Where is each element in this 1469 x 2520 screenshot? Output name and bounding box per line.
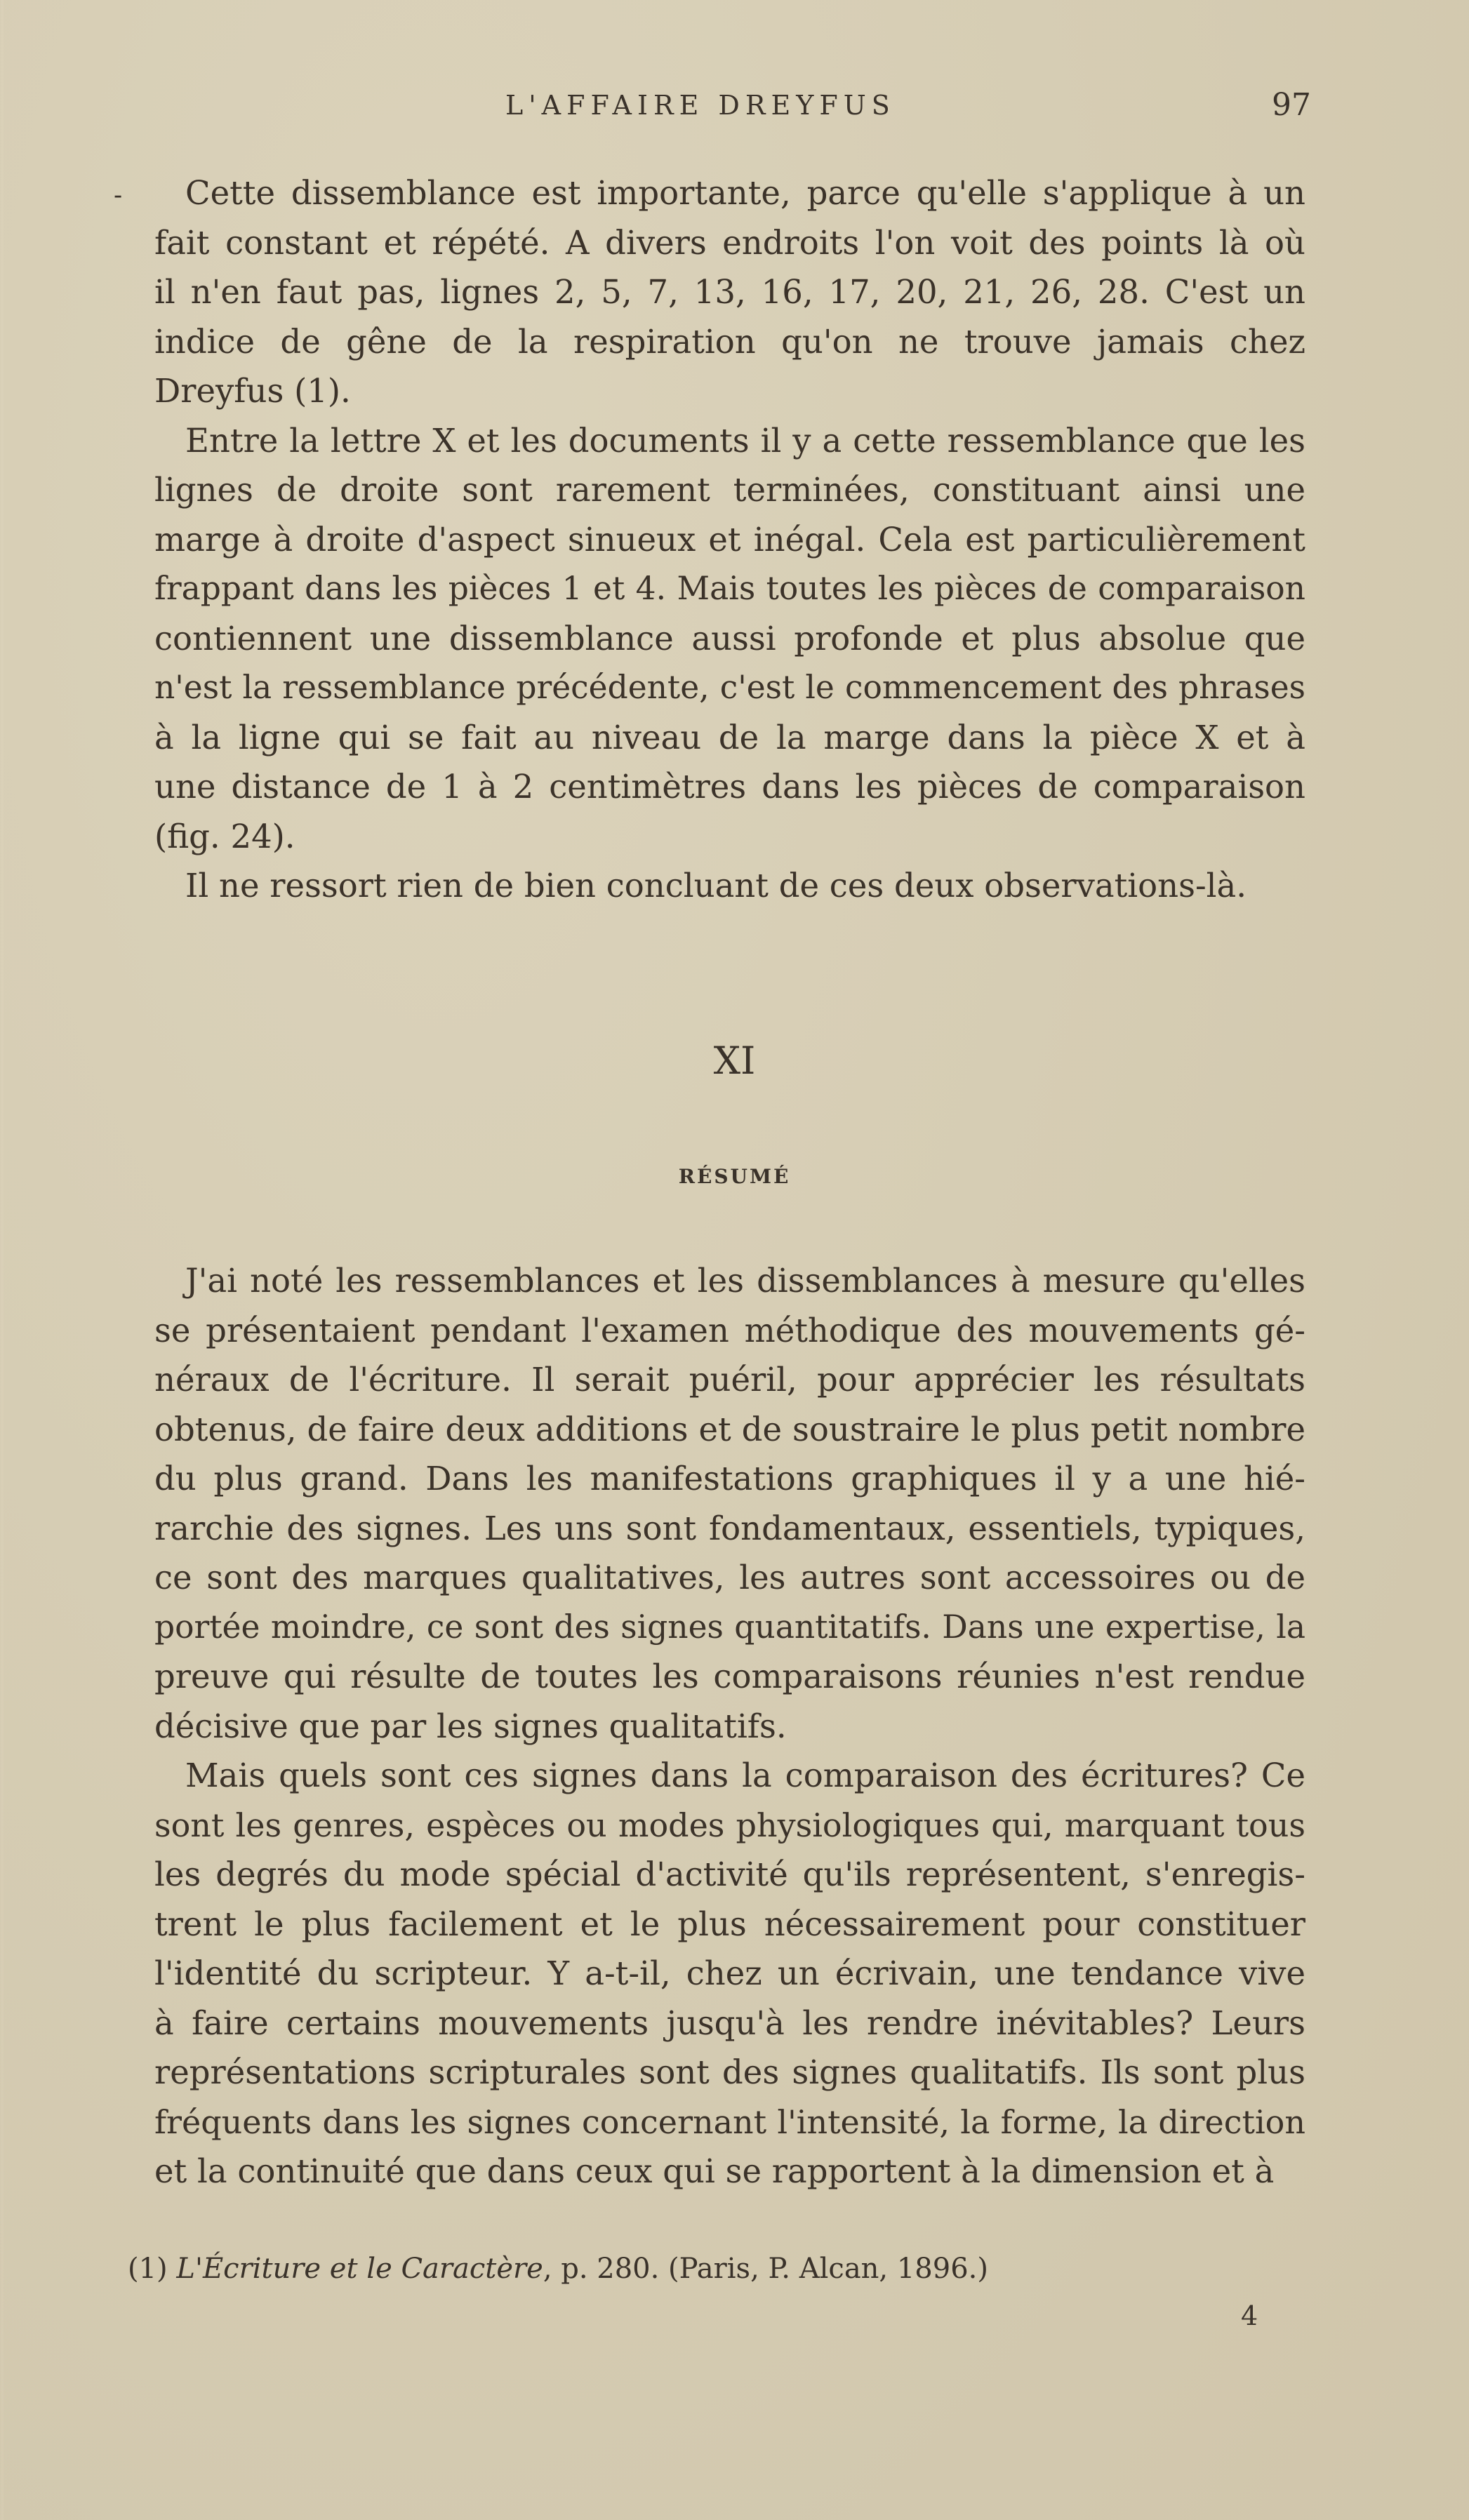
running-title: L'AFFAIRE DREYFUS <box>505 90 896 121</box>
text-line: il n'en faut pas, lignes 2, 5, 7, 13, 16, 17, 20, 21, 26, 28. C'est un <box>154 273 1305 311</box>
text-line: indice de gêne de la respiration qu'on ne trouve jamais chez <box>154 322 1305 361</box>
paragraph <box>154 168 1305 416</box>
stray-mark: - <box>114 181 123 210</box>
text-line: néraux de l'écriture. Il serait puéril, pour apprécier les résultats <box>154 1361 1305 1399</box>
text-line: l'identité du scripteur. Y a-t-il, chez un écrivain, une tendance vive <box>154 1954 1305 1992</box>
text-line: les degrés du mode spécial d'activité qu'ils représentent, s'enregis- <box>154 1855 1305 1893</box>
footnote-citation: , p. 280. (Paris, P. Alcan, 1896.) <box>543 2253 988 2285</box>
paragraph <box>154 416 1305 862</box>
text-line: (fig. 24). <box>154 817 295 855</box>
paragraph <box>154 1751 1305 2196</box>
text-line: se présentaient pendant l'examen méthodique des mouvements gé- <box>154 1311 1305 1349</box>
text-line: n'est la ressemblance précédente, c'est le commencement des phrases <box>154 669 1305 706</box>
text-line: rarchie des signes. Les uns sont fondamentaux, essentiels, typiques, <box>154 1509 1305 1547</box>
text-line: représentations scripturales sont des signes qualitatifs. Ils sont plus <box>154 2053 1305 2091</box>
text-line: à la ligne qui se fait au niveau de la marge dans la pièce X et à <box>154 718 1305 756</box>
text-line: Cette dissemblance est importante, parce qu'elle s'applique à un <box>185 174 1305 212</box>
text-line: Mais quels sont ces signes dans la comparaison des écritures? Ce <box>185 1756 1305 1794</box>
text-line: marge à droite d'aspect sinueux et inégal. Cela est particulièrement <box>154 520 1305 559</box>
text-line: trent le plus facilement et le plus nécessairement pour constituer <box>154 1905 1305 1943</box>
text-line: contiennent une dissemblance aussi profonde et plus absolue que <box>154 619 1305 658</box>
text-line: Entre la lettre X et les documents il y a cette ressemblance que les <box>185 421 1305 460</box>
text-line: portée moindre, ce sont des signes quantitatifs. Dans une expertise, la <box>154 1608 1305 1646</box>
text-line: une distance de 1 à 2 centimètres dans les pièces de comparaison <box>154 768 1305 806</box>
section-2-body <box>154 1256 1305 2196</box>
text-line: lignes de droite sont rarement terminées, constituant ainsi une <box>154 471 1305 509</box>
footnote <box>128 2253 988 2285</box>
text-line: et la continuité que dans ceux qui se rapportent à la dimension et à <box>154 2152 1275 2190</box>
running-head <box>0 84 1469 126</box>
text-line: sont les genres, espèces ou modes physiologiques qui, marquant tous <box>154 1806 1305 1844</box>
text-line: Dreyfus (1). <box>154 372 351 410</box>
footnote-marker: (1) <box>128 2253 168 2285</box>
text-line: Il ne ressort rien de bien concluant de ces deux observations-là. <box>185 867 1247 905</box>
text-line: preuve qui résulte de toutes les comparaisons réunies n'est rendue <box>154 1658 1305 1695</box>
text-line: décisive que par les signes qualitatifs. <box>154 1707 787 1745</box>
chapter-number: XI <box>713 1039 756 1083</box>
signature-mark: 4 <box>1241 2300 1258 2331</box>
paragraph <box>154 1256 1305 1751</box>
text-line: frappant dans les pièces 1 et 4. Mais toutes les pièces de comparaison <box>154 570 1305 607</box>
text-line: ce sont des marques qualitatives, les autres sont accessoires ou de <box>154 1559 1305 1596</box>
footnote-cited-title: L'Écriture et le Caractère <box>176 2253 543 2285</box>
text-line: J'ai noté les ressemblances et les dissemblances à mesure qu'elles <box>185 1262 1305 1300</box>
text-line: à faire certains mouvements jusqu'à les rendre inévitables? Leurs <box>154 2004 1305 2042</box>
text-line: du plus grand. Dans les manifestations graphiques il y a une hié- <box>154 1460 1305 1498</box>
chapter-title: RÉSUMÉ <box>678 1165 791 1188</box>
text-line: fait constant et répété. A divers endroits l'on voit des points là où <box>154 223 1305 262</box>
text-line: obtenus, de faire deux additions et de soustraire le plus petit nombre <box>154 1410 1305 1448</box>
text-line: fréquents dans les signes concernant l'intensité, la forme, la direction <box>154 2102 1305 2141</box>
section-1-body <box>154 168 1305 911</box>
page-number: 97 <box>1272 87 1311 123</box>
paragraph <box>154 861 1305 911</box>
